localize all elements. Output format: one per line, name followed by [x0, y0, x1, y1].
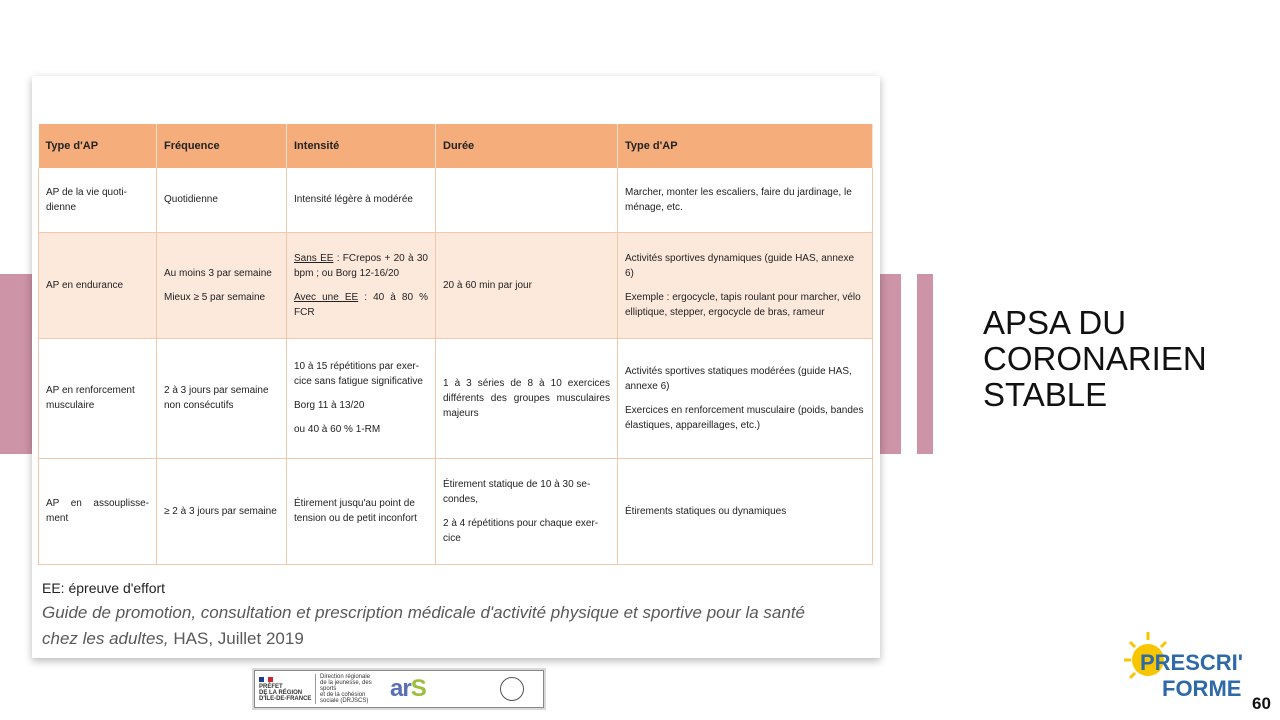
cell-duration: 1 à 3 séries de 8 à 10 exercices différents des groupes musculaires majeurs	[436, 338, 618, 458]
cell-examples: Étirements statiques ou dynamiques	[618, 458, 873, 564]
activity-table	[38, 124, 873, 565]
header-frequency: Fréquence	[157, 124, 287, 168]
table-row	[39, 232, 873, 338]
cell-type: AP en assouplisse-ment	[39, 458, 157, 564]
cell-examples: Activités sportives dynamiques (guide HAS, annexe 6) Exemple : ergocycle, tapis roulant pour marcher, vélo elliptique, stepper, ergocycle de bras, rameur	[618, 232, 873, 338]
left-decor-band	[0, 274, 32, 454]
cell-frequency: Au moins 3 par semaine Mieux ≥ 5 par semaine	[157, 232, 287, 338]
partner-logos	[254, 670, 544, 708]
table-header-row	[39, 124, 873, 168]
cell-examples: Marcher, monter les escaliers, faire du jardinage, le ménage, etc.	[618, 168, 873, 232]
cell-frequency: ≥ 2 à 3 jours par semaine	[157, 458, 287, 564]
cell-examples: Activités sportives statiques modérées (guide HAS, annexe 6) Exercices en renforcement musculaire (poids, bandes élastiques, appareillages, etc.)	[618, 338, 873, 458]
right-decor-band-2	[917, 274, 933, 454]
table-row	[39, 168, 873, 232]
cell-frequency: 2 à 3 jours par semaine non consécutifs	[157, 338, 287, 458]
header-type: Type d'AP	[39, 124, 157, 168]
cell-intensity: Intensité légère à modérée	[287, 168, 436, 232]
cell-intensity: Sans EE : FCrepos + 20 à 30 bpm ; ou Borg 12-16/20 Avec une EE : 40 à 80 % FCR	[287, 232, 436, 338]
table-card	[32, 76, 880, 658]
citation	[42, 600, 842, 652]
header-intensity: Intensité	[287, 124, 436, 168]
cell-intensity: Étirement jusqu'au point de tension ou de petit inconfort	[287, 458, 436, 564]
ars-logo: arS	[390, 675, 426, 702]
table-row	[39, 458, 873, 564]
header-examples: Type d'AP	[618, 124, 873, 168]
slide-title: APSA DU CORONARIEN STABLE	[983, 304, 1207, 413]
intensity-label: Sans EE	[294, 252, 334, 264]
prescriforme-logo	[1122, 628, 1246, 708]
french-flag-icon	[259, 677, 273, 682]
page-number: 60	[1252, 694, 1271, 713]
prescri-text: PRESCRI'	[1140, 650, 1244, 675]
cell-type: AP en renforcement musculaire	[39, 338, 157, 458]
header-duration: Durée	[436, 124, 618, 168]
cell-type: AP de la vie quoti-dienne	[39, 168, 157, 232]
citation-source: HAS, Juillet 2019	[168, 629, 304, 648]
right-decor-band	[880, 274, 901, 454]
cell-type: AP en endurance	[39, 232, 157, 338]
citation-title: Guide de promotion, consultation et prescription médicale d'activité physique et sportive pour la santé chez les adultes,	[42, 603, 806, 648]
cell-frequency: Quotidienne	[157, 168, 287, 232]
forme-text: FORME	[1162, 676, 1242, 701]
cell-duration	[436, 168, 618, 232]
seal-icon	[500, 677, 524, 701]
footnote: EE: épreuve d'effort	[42, 580, 166, 596]
table-row	[39, 338, 873, 458]
cell-intensity: 10 à 15 répétitions par exer-cice sans fatigue significative Borg 11 à 13/20 ou 40 à 60 % 1-RM	[287, 338, 436, 458]
intensity-label: Avec une EE	[294, 291, 359, 303]
drjscs-logo: Direction régionale de la jeunesse, des sports et de la cohésion sociale (DRJSCS)	[315, 674, 382, 704]
prefet-logo: PRÉFET DE LA RÉGION D'ÎLE-DE-FRANCE	[255, 677, 315, 702]
cell-duration: Étirement statique de 10 à 30 se-condes, 2 à 4 répétitions pour chaque exer-cice	[436, 458, 618, 564]
cell-duration: 20 à 60 min par jour	[436, 232, 618, 338]
